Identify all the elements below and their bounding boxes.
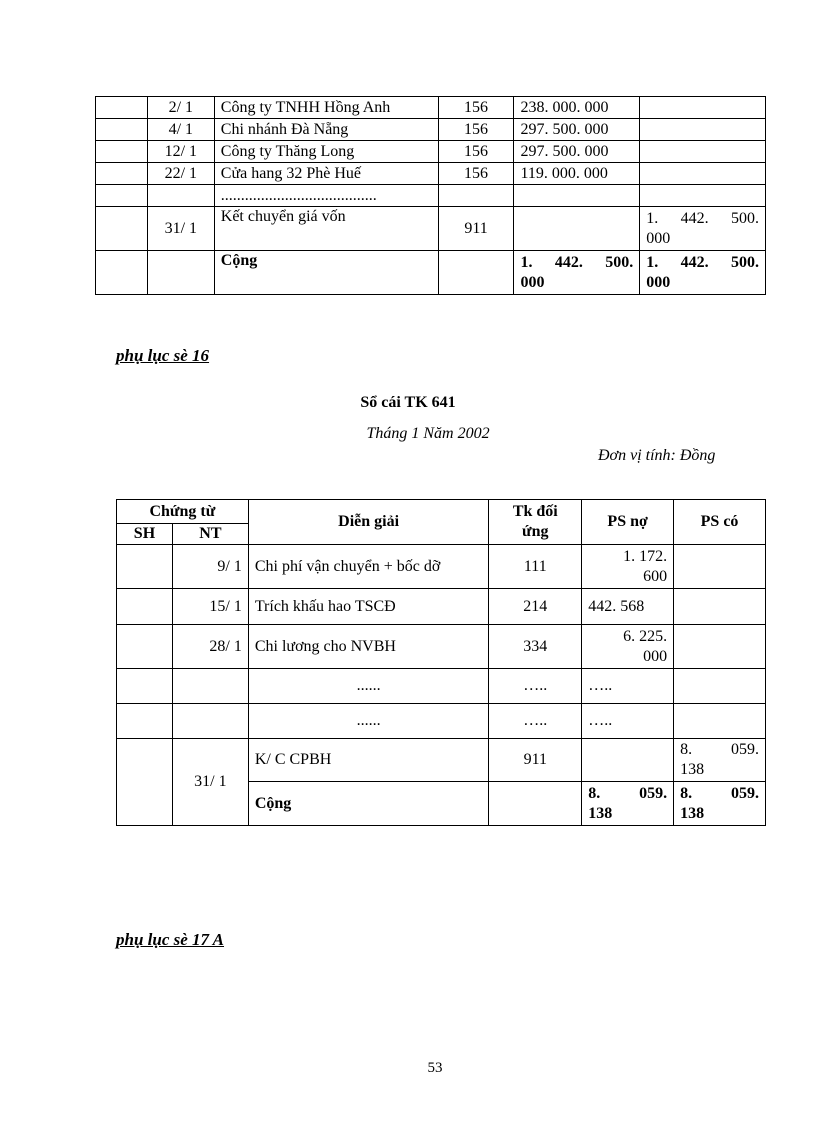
cell-ps-no-line2: 000 (643, 647, 668, 665)
table-header-row (117, 500, 766, 524)
cell-nt (147, 251, 214, 295)
cell-tk: 156 (438, 97, 514, 119)
cell-ps-co (674, 704, 766, 739)
cell-nt: 12/ 1 (147, 141, 214, 163)
table-row (117, 625, 766, 669)
cell-tk: 911 (489, 739, 582, 782)
cell-ps-co (640, 251, 766, 295)
header-dien-giai: Diễn giải (248, 500, 489, 545)
table-row (96, 185, 766, 207)
header-tk-line2: ứng (522, 523, 549, 540)
cell-tk: 911 (438, 207, 514, 251)
cell-sh (96, 185, 148, 207)
cell-nt: 4/ 1 (147, 119, 214, 141)
cell-ps-co (674, 782, 766, 826)
cell-ps-no (582, 782, 674, 826)
cell-nt: 2/ 1 (147, 97, 214, 119)
cell-nt (172, 669, 248, 704)
header-tk-doi-ung (489, 500, 582, 545)
ledger-table-body (96, 97, 766, 295)
header-sh: SH (117, 524, 173, 545)
ledger-period: Tháng 1 Năm 2002 (366, 425, 490, 442)
cell-sh (117, 669, 173, 704)
cell-ps-co (640, 119, 766, 141)
cell-sh (96, 163, 148, 185)
cell-ps-no (514, 207, 640, 251)
cell-ps-co (640, 185, 766, 207)
cell-ps-co (674, 625, 766, 669)
cell-description: Trích khấu hao TSCĐ (248, 589, 489, 625)
cell-ps-no: 238. 000. 000 (514, 97, 640, 119)
cell-ps-no-line2: 138 (588, 804, 613, 822)
cell-nt: 31/ 1 (147, 207, 214, 251)
cell-description: ....................................... (214, 185, 438, 207)
cell-sh (117, 739, 173, 826)
cell-sh (117, 545, 173, 589)
cell-ps-co (640, 163, 766, 185)
cell-ps-no-line2: 000 (520, 273, 545, 291)
ledger-title: Sổ cái TK 641 (360, 394, 456, 411)
cell-ps-co (640, 207, 766, 251)
cell-ps-co (674, 589, 766, 625)
cell-tk: 214 (489, 589, 582, 625)
cell-ps-no-line1: 1. 442. 500. (520, 253, 634, 271)
cell-nt: 9/ 1 (172, 545, 248, 589)
cell-sh (117, 589, 173, 625)
cell-ps-no: 297. 500. 000 (514, 141, 640, 163)
cell-ps-no-line1: 1. 172. (623, 547, 668, 565)
cell-ps-no (514, 251, 640, 295)
cell-nt (172, 704, 248, 739)
cell-description: Chi lương cho NVBH (248, 625, 489, 669)
table-row (117, 589, 766, 625)
cell-ps-co-line2: 000 (646, 273, 671, 291)
cell-ps-no-line1: 8. 059. (588, 784, 668, 802)
cell-nt: 31/ 1 (172, 739, 248, 826)
cell-nt: 15/ 1 (172, 589, 248, 625)
header-ps-co: PS có (674, 500, 766, 545)
cell-description: K/ C CPBH (248, 739, 489, 782)
cell-sh (96, 207, 148, 251)
cell-nt: 22/ 1 (147, 163, 214, 185)
cell-sh (117, 704, 173, 739)
header-chung-tu: Chứng từ (117, 500, 249, 524)
table-row (96, 141, 766, 163)
cell-ps-co (640, 97, 766, 119)
header-nt: NT (172, 524, 248, 545)
cell-ps-co-line2: 138 (680, 761, 705, 778)
currency-unit: Đơn vị tính: Đồng (598, 447, 716, 464)
table-row (117, 545, 766, 589)
cell-description: Cửa hang 32 Phè Huế (214, 163, 438, 185)
cell-sh (96, 251, 148, 295)
table-row (96, 163, 766, 185)
appendix-16-heading: phụ lục sè 16 (116, 346, 210, 365)
cell-description: Công ty Thăng Long (214, 141, 438, 163)
table-row (117, 669, 766, 704)
cell-ps-co-line2: 138 (680, 804, 705, 822)
total-row (96, 251, 766, 295)
cell-sh (96, 141, 148, 163)
cell-ps-no (582, 739, 674, 782)
cell-ps-co (674, 545, 766, 589)
appendix-17a-heading: phụ lục sè 17 A (116, 930, 225, 949)
cell-sh (96, 119, 148, 141)
cell-ps-no: ….. (582, 704, 674, 739)
cell-ps-co (674, 669, 766, 704)
cell-ps-co-line1: 1. 442. 500. (646, 209, 759, 227)
closing-row (117, 739, 766, 782)
cell-description: Chi phí vận chuyển + bốc dỡ (248, 545, 489, 589)
cell-ps-no: ….. (582, 669, 674, 704)
cell-sh (117, 625, 173, 669)
cell-description: ...... (248, 669, 489, 704)
page-number: 53 (427, 1060, 443, 1076)
cell-ps-no: 119. 000. 000 (514, 163, 640, 185)
cell-ps-no-line2: 600 (643, 567, 668, 585)
table-row (96, 97, 766, 119)
header-ps-no: PS nợ (582, 500, 674, 545)
cell-description: Chi nhánh Đà Nẵng (214, 119, 438, 141)
cell-tk: 156 (438, 141, 514, 163)
cell-tk (489, 782, 582, 826)
cell-tk: 156 (438, 119, 514, 141)
cell-ps-co-line1: 8. 059. (680, 741, 759, 758)
cell-tk: ….. (489, 704, 582, 739)
cell-description: ...... (248, 704, 489, 739)
closing-row (96, 207, 766, 251)
cell-ps-no-line1: 6. 225. (623, 627, 668, 645)
cell-tk: ….. (489, 669, 582, 704)
cell-ps-no (514, 185, 640, 207)
cell-tk: 156 (438, 163, 514, 185)
header-tk-line1: Tk đối (512, 503, 558, 520)
cell-ps-co (640, 141, 766, 163)
cell-ps-co (674, 739, 766, 782)
cell-ps-co-line1: 1. 442. 500. (646, 253, 759, 271)
cell-ps-co-line2: 000 (646, 229, 671, 247)
cell-total-label: Cộng (248, 782, 489, 826)
cell-description: Kết chuyển giá vốn (214, 207, 438, 251)
cell-nt (147, 185, 214, 207)
cell-ps-co-line1: 8. 059. (680, 784, 759, 802)
cell-ps-no (582, 625, 674, 669)
cell-tk: 334 (489, 625, 582, 669)
cell-nt: 28/ 1 (172, 625, 248, 669)
cell-tk (438, 185, 514, 207)
cell-ps-no: 442. 568 (582, 589, 674, 625)
ledger-tk641-body (117, 500, 766, 826)
cell-ps-no: 297. 500. 000 (514, 119, 640, 141)
cell-ps-no (582, 545, 674, 589)
cell-tk: 111 (489, 545, 582, 589)
table-row (117, 704, 766, 739)
ledger-table-continued (95, 96, 766, 295)
cell-description: Công ty TNHH Hồng Anh (214, 97, 438, 119)
cell-total-label: Cộng (214, 251, 438, 295)
cell-tk (438, 251, 514, 295)
ledger-table-tk641 (116, 499, 766, 826)
table-row (96, 119, 766, 141)
cell-sh (96, 97, 148, 119)
